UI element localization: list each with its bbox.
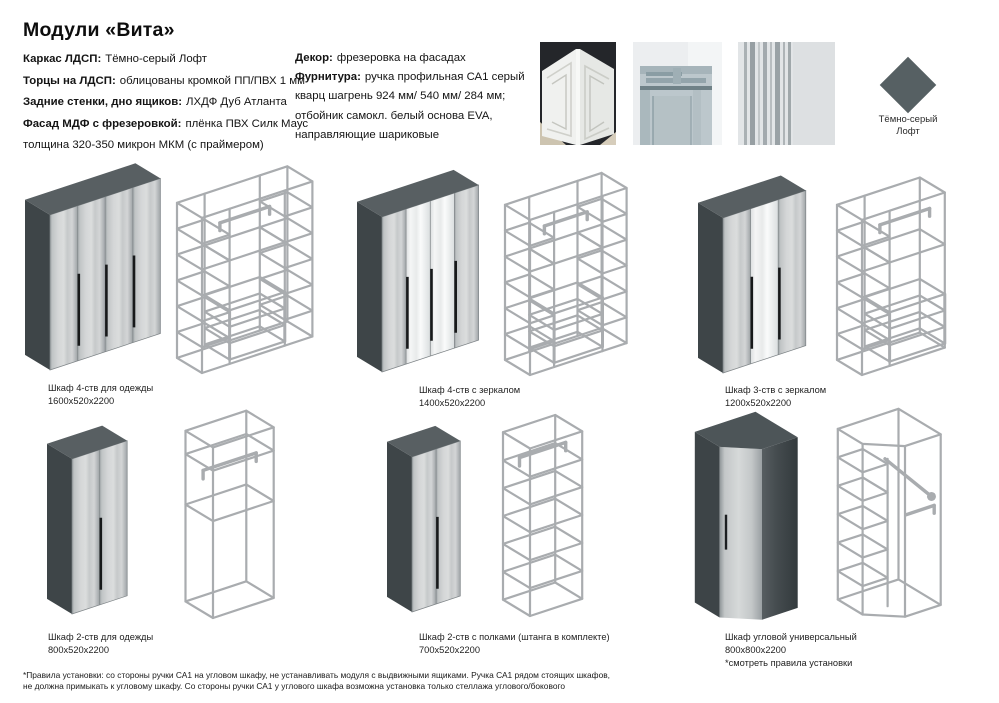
- spec-value: направляющие шариковые: [295, 128, 440, 141]
- footnote-line: *Правила установки: со стороны ручки СА1 на угловом шкафу, не устанавливать модуля с выдвижными ящиками. Ручка СА1 рядом стоящих шкафов,: [23, 670, 610, 680]
- installation-footnote: [23, 670, 610, 692]
- spec-value: толщина 320-350 микрон МКМ (с праймером): [23, 139, 264, 152]
- wardrobe-solid-4: [47, 426, 127, 614]
- spec-value: плёнка ПВХ Силк Маус: [185, 117, 309, 130]
- module-name: Шкаф 3-ств с зеркалом: [725, 385, 827, 395]
- wardrobe-wireframe-4: [186, 411, 274, 618]
- wardrobe-wireframe-3: [837, 178, 945, 376]
- wardrobe-corner-solid: [695, 412, 798, 620]
- module-name: Шкаф 2-ств с полками (штанга в комплекте): [419, 632, 610, 642]
- wardrobe-solid-3: [698, 176, 806, 374]
- spec-value: отбойник самокл. белый основа EVA,: [295, 109, 493, 122]
- spec-value: кварц шагрень 924 мм/ 540 мм/ 284 мм;: [295, 90, 506, 103]
- spec-value: Тёмно-серый Лофт: [105, 53, 208, 65]
- module-caption: [725, 631, 857, 671]
- module-name: Шкаф 4-ств для одежды: [48, 383, 154, 393]
- module-dims: 1400х520х2200: [419, 398, 486, 409]
- module-dims: 1200х520х2200: [725, 398, 792, 409]
- spec-label: Каркас ЛДСП:: [23, 53, 102, 65]
- module-caption: [48, 631, 153, 657]
- module-dims: 700х520х2200: [419, 645, 481, 656]
- wardrobe-wireframe-1: [177, 166, 312, 373]
- spec-label: Торцы на ЛДСП:: [23, 74, 116, 87]
- spec-value: облицованы кромкой ПП/ПВХ 1 мм: [119, 74, 305, 87]
- spec-value: ручка профильная СА1 серый: [364, 71, 525, 84]
- module-dims: 800х520х2200: [48, 645, 110, 656]
- spec-value: ЛХДФ Дуб Атланта: [186, 96, 287, 109]
- module-name: Шкаф 4-ств с зеркалом: [419, 385, 521, 395]
- module-dims: 1600х520х2200: [48, 396, 115, 407]
- module-caption: [48, 382, 153, 408]
- module-caption: [419, 631, 610, 657]
- spec-label: Фасад МДФ с фрезеровкой:: [23, 117, 182, 130]
- wardrobe-wireframe-5: [503, 415, 582, 616]
- spec-label: Декор:: [295, 52, 333, 64]
- wardrobe-solid-2: [357, 170, 479, 372]
- wardrobe-solid-5: [387, 426, 460, 612]
- spec-value: фрезеровка на фасадах: [336, 52, 466, 64]
- module-name: Шкаф 2-ств для одежды: [48, 632, 154, 642]
- module-caption: [419, 384, 520, 410]
- page-title: Модули «Вита»: [23, 19, 175, 42]
- spec-label: Задние стенки, дно ящиков:: [23, 96, 183, 109]
- wardrobe-solid-1: [25, 163, 160, 370]
- spec-label: Фурнитура:: [295, 71, 361, 84]
- module-note: *смотреть правила установки: [725, 658, 853, 669]
- module-caption: [725, 384, 826, 410]
- swatch-caption-line: Тёмно-серый: [878, 114, 938, 125]
- module-name: Шкаф угловой универсальный: [725, 632, 857, 642]
- wardrobe-corner-wireframe: [838, 409, 941, 617]
- footnote-line: не должна примыкать к угловому шкафу. Со стороны ручки СА1 у углового шкафа возможна установка только стеллажа углового/бокового: [23, 680, 566, 691]
- swatch-caption-line: Лофт: [896, 125, 920, 137]
- wardrobe-wireframe-2: [505, 173, 627, 375]
- module-dims: 800х800х2200: [725, 645, 787, 656]
